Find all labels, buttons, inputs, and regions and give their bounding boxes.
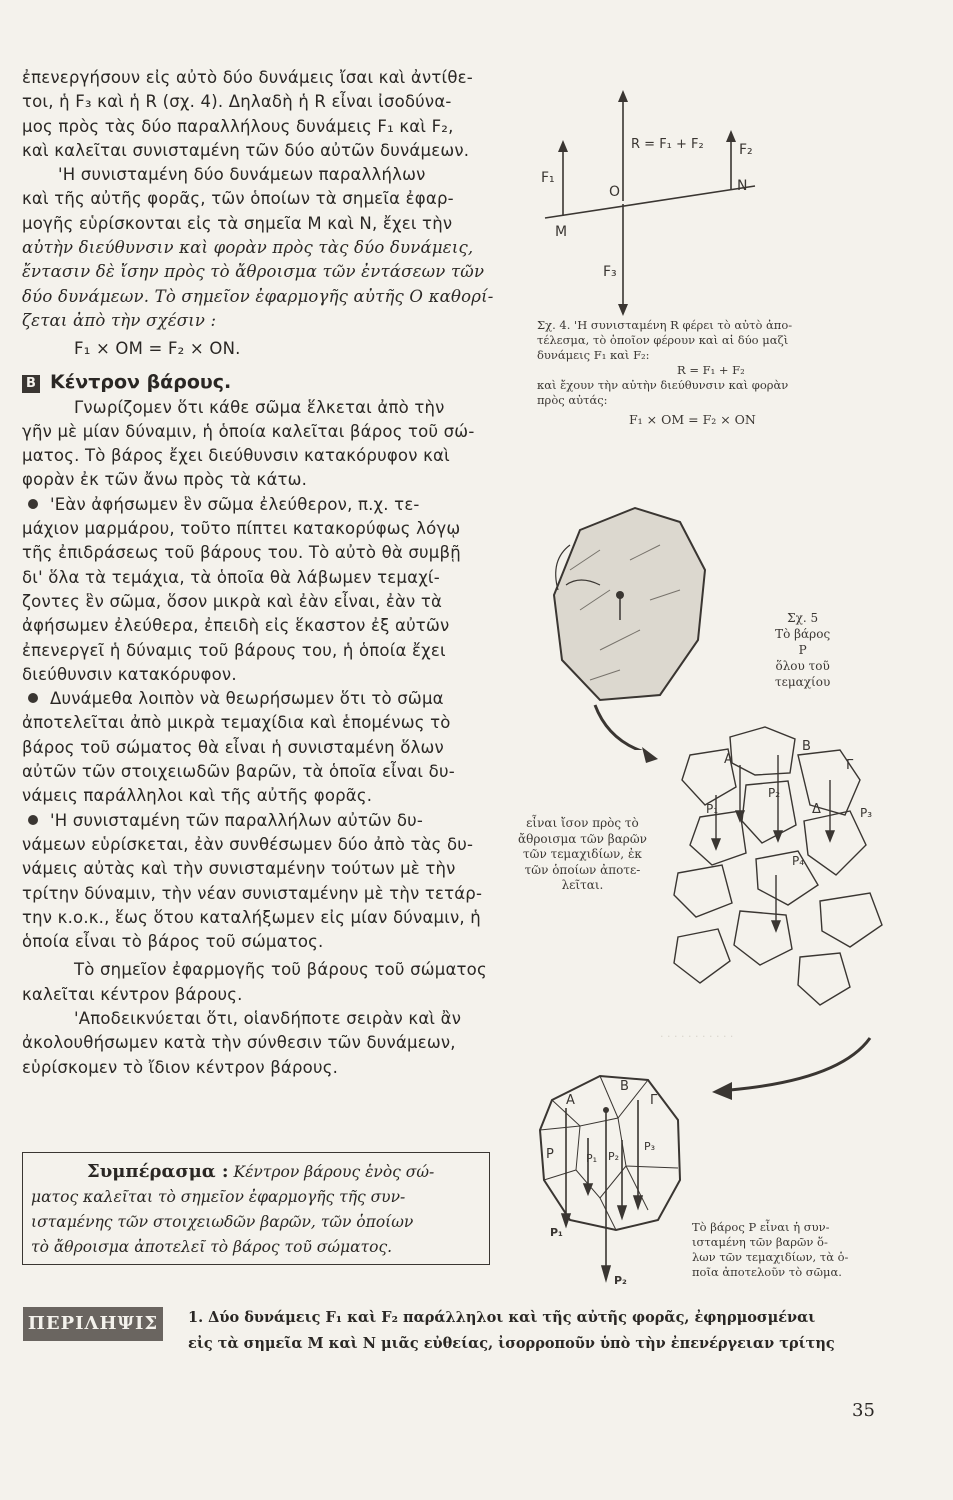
figure-4-caption: Σχ. 4. 'Η συνισταμένη R φέρει τὸ αὐτὸ ἀπο- τέλεσμα, τὸ ὁποῖον φέρουν καὶ αἱ δύο μαζὶ δυνάμεις F₁ καὶ F₂: R = F₁ + F₂ καὶ ἔχουν τὴν αὐτὴν διεύθυνσιν καὶ φορὰν πρὸς αὐτάς: F₁ × OM = F₂ × ON: [537, 318, 793, 427]
text-line: Δυνάμεθα λοιπὸν νὰ θεωρήσωμεν ὅτι τὸ σῶμα: [22, 687, 512, 711]
summary-label: ΠΕΡΙΛΗΨΙΣ: [23, 1307, 163, 1341]
summary-line: 1. Δύο δυνάμεις F₁ καὶ F₂ παράλληλοι καὶ τῆς αὐτῆς φορᾶς, ἐφηρμοσμέναι: [188, 1309, 816, 1326]
assembled-label-P1: P₁: [586, 1152, 598, 1165]
figure-5-caption: Σχ. 5 Τὸ βάρος P ὅλου τοῦ τεμαχίου: [775, 611, 831, 689]
piece-label-D: Δ: [812, 802, 821, 817]
text-line: νάμεων εὑρίσκεται, ἐὰν συνθέσωμεν δύο ἀπὸ τὰς δυ-: [22, 834, 474, 854]
figure-5-bottom-caption: Τὸ βάρος P εἶναι ἡ συν- ισταμένη τῶν βαρῶν ὅ- λων τῶν τεμαχιδίων, τὰ ὁ- ποῖα ἀποτελοῦν τὸ σῶμα.: [692, 1220, 849, 1279]
text-line: 'Εὰν ἀφήσωμεν ἓν σῶμα ἐλεύθερον, π.χ. τε-: [22, 493, 512, 517]
bullet-icon: [28, 815, 38, 825]
text-line: 'Αποδεικνύεται ὅτι, οἱανδήποτε σειρὰν καὶ ἂν: [74, 1008, 462, 1028]
text-line: γῆν μὲ μίαν δύναμιν, ἡ ὁποία καλεῖται βάρος τοῦ σώ-: [22, 421, 475, 441]
arrow-head: [618, 90, 628, 102]
text-line: ζεται ἀπὸ τὴν σχέσιν :: [22, 310, 217, 330]
piece-label-G: Γ: [846, 758, 854, 773]
formula-main: F₁ × OM = F₂ × ON.: [74, 339, 241, 359]
conclusion-title: Συμπέρασμα :: [87, 1161, 229, 1182]
conclusion-line: Συμπέρασμα : Κέντρον βάρους ἑνὸς σώ-: [87, 1161, 435, 1182]
section-marker: B: [22, 375, 40, 393]
arrow-head: [618, 304, 628, 316]
curved-arrow: [595, 705, 655, 750]
text-line: ματος. Τὸ βάρος ἔχει διεύθυνσιν κατακόρυφον καὶ: [22, 446, 450, 466]
beam-line: [545, 186, 755, 218]
bullet-icon: [28, 499, 38, 509]
piece-label-P2: P₂: [768, 786, 781, 800]
text-line: δύο δυνάμεων. Τὸ σημεῖον ἐφαρμογῆς αὐτῆς O καθορί-: [22, 286, 494, 306]
piece-label-P1: P₁: [706, 802, 719, 816]
conclusion-box: [22, 1152, 490, 1265]
summary-text: [188, 1305, 888, 1357]
main-text-column: [22, 66, 512, 1080]
text-line: ἀποτελεῖται ἀπὸ μικρὰ τεμαχίδια καὶ ἑπομένως τὸ: [22, 713, 451, 733]
text-line: ζοντες ἓν σῶμα, ὅσον μικρὰ καὶ ἐὰν εἶναι, ἐὰν τὰ: [22, 591, 443, 611]
text-line: καὶ καλεῖται συνισταμένη τῶν δύο αὐτῶν δυνάμεων.: [22, 140, 470, 160]
figure-5-pieces-caption: εἶναι ἴσον πρὸς τὸ ἄθροισμα τῶν βαρῶν τῶν τεμαχιδίων, ἐκ τῶν ὁποίων ἀποτε- λεῖται.: [518, 816, 647, 892]
text-line: καὶ τῆς αὐτῆς φορᾶς, τῶν ὁποίων τὰ σημεῖα ἐφαρ-: [22, 189, 454, 209]
text-line: νάμεις παράλληλοι καὶ τῆς αὐτῆς φορᾶς.: [22, 786, 373, 806]
text-line: βάρος τοῦ σώματος θὰ εἶναι ἡ συνισταμένη ὅλων: [22, 737, 444, 757]
text-line: τῆς ἐπιδράσεως τοῦ βάρους του. Τὸ αὐτὸ θὰ συμβῇ: [22, 543, 461, 563]
label-F1: F₁: [541, 170, 555, 186]
section-title: Κέντρον βάρους.: [50, 370, 232, 393]
text-line: τρίτην δύναμιν, τὴν νέαν συνισταμένην μὲ τὴν τετάρ-: [22, 883, 483, 903]
text-line: μογῆς εὑρίσκονται εἰς τὰ σημεῖα M καὶ N, ἔχει τὴν: [22, 213, 453, 233]
text-line: Τὸ σημεῖον ἐφαρμογῆς τοῦ βάρους τοῦ σώματος: [74, 960, 487, 980]
conclusion-line: ματος καλεῖται τὸ σημεῖον ἐφαρμογῆς τῆς συν-: [31, 1188, 406, 1206]
page-number: 35: [852, 1400, 875, 1421]
text-line: νάμεις αὐτὰς καὶ τὴν συνισταμένην τούτων μὲ τὴν: [22, 859, 456, 879]
conclusion-line: τὸ ἄθροισμα ἀποτελεῖ τὸ βάρος τοῦ σώματος.: [31, 1238, 393, 1256]
curved-arrow-head: [640, 745, 660, 765]
text-line: εὑρίσκομεν τὸ ἴδιον κέντρον βάρους.: [22, 1057, 339, 1077]
assembled-label-B: B: [620, 1079, 629, 1094]
piece-label-P4: P₄: [792, 854, 805, 868]
label-F2: F₂: [739, 142, 753, 158]
text-line: τοι, ἡ F₃ καὶ ἡ R (σχ. 4). Δηλαδὴ ἡ R εἶναι ἰσοδύνα-: [22, 92, 452, 112]
stone-shape: [554, 508, 705, 700]
text-line: ἀκολουθήσωμεν κατὰ τὴν σύνθεσιν τῶν δυνάμεων,: [22, 1033, 456, 1053]
piece-label-B: B: [802, 739, 811, 754]
arrow-head: [726, 130, 736, 142]
label-M: M: [555, 224, 568, 240]
label-R: R = F₁ + F₂: [631, 137, 704, 152]
piece-label-P3: P₃: [860, 806, 873, 820]
summary-line: εἰς τὰ σημεῖα M καὶ N μιᾶς εὐθείας, ἰσορροποῦν ὑπὸ τὴν ἐπενέργειαν τρίτης: [188, 1335, 835, 1352]
figure-5-stone: [540, 500, 720, 750]
text-line: διεύθυνσιν κατακόρυφον.: [22, 664, 237, 684]
text-line: ἐπενεργεῖ ἡ δύναμις τοῦ βάρους του, ἡ ὁποία ἔχει: [22, 640, 446, 660]
label-N: N: [737, 178, 748, 194]
section-heading: [22, 368, 512, 396]
bleed-through-text: · · · · · · · · · · ·: [660, 1030, 734, 1043]
text-line: καλεῖται κέντρον βάρους.: [22, 984, 243, 1004]
text-line: 'Η συνισταμένη δύο δυνάμεων παραλλήλων: [58, 165, 426, 185]
assembled-label-Pb1: P₁: [550, 1226, 563, 1239]
assembled-label-A: A: [566, 1093, 575, 1108]
text-line: αὐτὴν διεύθυνσιν καὶ φορὰν πρὸς τὰς δύο δυνάμεις,: [22, 238, 474, 258]
text-line: 'Η συνισταμένη τῶν παραλλήλων αὐτῶν δυ-: [22, 809, 512, 833]
assembled-label-P: P: [546, 1147, 554, 1162]
text-line: μάχιον μαρμάρου, τοῦτο πίπτει κατακορύφως λόγῳ: [22, 519, 461, 539]
text-line: ἀφήσωμεν ἐλεύθερα, ἐπειδὴ εἰς ἕκαστον ἐξ αὐτῶν: [22, 616, 450, 636]
text-line: δι' ὅλα τὰ τεμάχια, τὰ ὁποῖα θὰ λάβωμεν τεμαχί-: [22, 567, 440, 587]
label-F3: F₃: [603, 264, 617, 280]
text-line: μος πρὸς τὰς δύο παραλλήλους δυνάμεις F₁ καὶ F₂,: [22, 116, 454, 136]
text-line: την κ.ο.κ., ἕως ὅτου καταλήξωμεν εἰς μίαν δύναμιν, ἡ: [22, 907, 481, 927]
text-line: φορὰν ἐκ τῶν ἄνω πρὸς τὰ κάτω.: [22, 470, 308, 490]
text-line: αὐτῶν τῶν στοιχειωδῶν βαρῶν, τὰ ὁποῖα εἶναι δυ-: [22, 762, 455, 782]
text-line: ἐπενεργήσουν εἰς αὐτὸ δύο δυνάμεις ἴσαι καὶ ἀντίθε-: [22, 68, 473, 87]
label-O: O: [609, 184, 621, 200]
piece-label-A: A: [724, 752, 733, 767]
figure-4-forces: [535, 86, 775, 318]
curved-arrow-2: [690, 1030, 890, 1100]
assembled-label-P3: P₃: [644, 1140, 656, 1153]
text-line: ἔντασιν δὲ ἴσην πρὸς τὸ ἄθροισμα τῶν ἐντάσεων τῶν: [22, 262, 485, 282]
bullet-icon: [28, 693, 38, 703]
figure-5-pieces: [660, 725, 890, 1020]
assembled-label-G: Γ: [650, 1093, 658, 1108]
figure-5-assembled: [530, 1070, 690, 1290]
arrow-head: [558, 140, 568, 152]
conclusion-line: ισταμένης τῶν στοιχειωδῶν βαρῶν, τῶν ὁποίων: [31, 1213, 414, 1231]
text-line: ὁποία εἶναι τὸ βάρος τοῦ σώματος.: [22, 932, 324, 952]
assembled-label-P2: P₂: [608, 1150, 620, 1163]
text-line: Γνωρίζομεν ὅτι κάθε σῶμα ἕλκεται ἀπὸ τὴν: [74, 397, 445, 417]
assembled-label-Pb2: P₂: [614, 1274, 627, 1287]
